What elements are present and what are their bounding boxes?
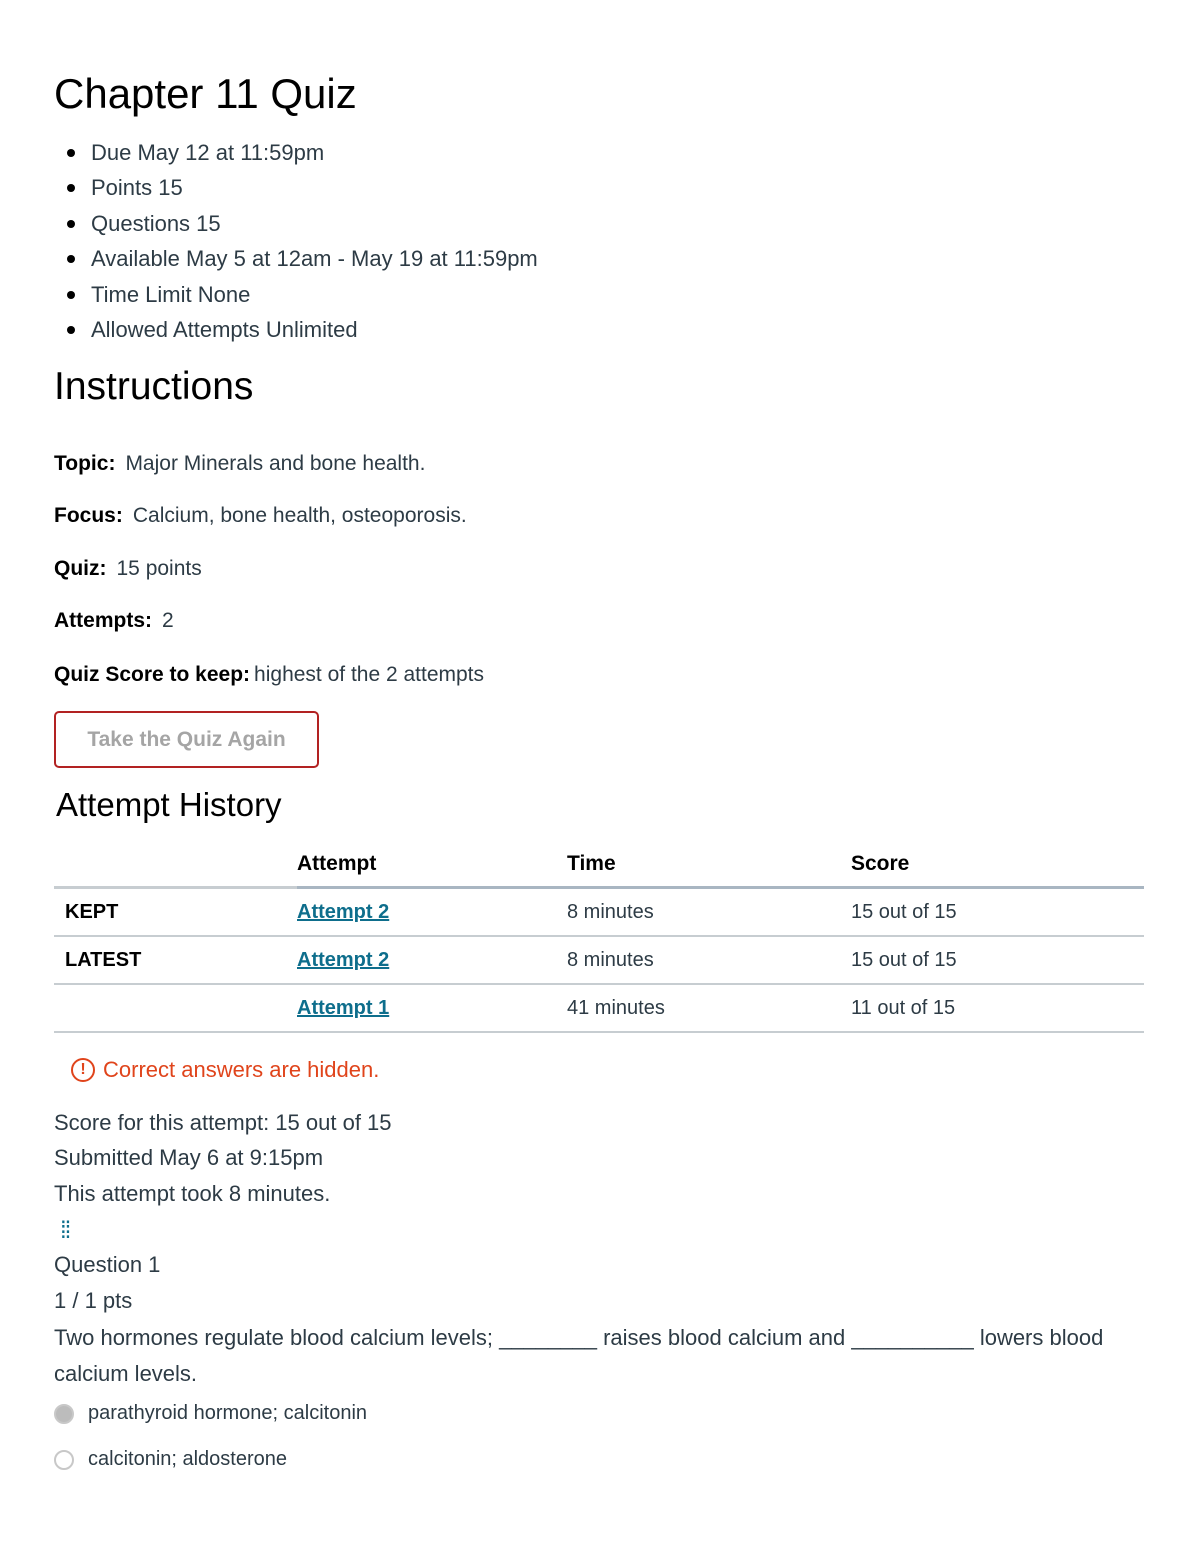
allowed-attempts: Allowed Attempts Unlimited — [54, 312, 538, 347]
table-header-row — [54, 842, 1144, 888]
take-quiz-again-button[interactable]: Take the Quiz Again — [54, 711, 319, 768]
table-row — [54, 888, 1144, 937]
topic-label: Topic: — [54, 452, 116, 475]
attempt-link[interactable]: Attempt 2 — [297, 948, 390, 971]
points: Points 15 — [54, 170, 538, 205]
question-number: Question 1 — [54, 1252, 161, 1277]
header-blank — [54, 842, 297, 888]
instructions-heading: Instructions — [54, 365, 254, 408]
header-score: Score — [851, 842, 1144, 888]
row-label: LATEST — [54, 936, 297, 984]
header-attempt: Attempt — [297, 842, 567, 888]
focus-label: Focus: — [54, 504, 123, 527]
focus-line — [54, 502, 467, 530]
keep-value: highest of the 2 attempts — [254, 663, 485, 686]
drag-handle-icon[interactable]: ⁞⁞ — [60, 1217, 70, 1244]
notice-text: Correct answers are hidden. — [103, 1057, 380, 1082]
score-cell: 15 out of 15 — [851, 888, 1144, 937]
attempt-cell — [297, 936, 567, 984]
attempts-label: Attempts: — [54, 609, 152, 632]
quiz-points-line — [54, 555, 202, 583]
time-cell: 8 minutes — [567, 888, 851, 937]
score-cell: 11 out of 15 — [851, 984, 1144, 1032]
row-label — [54, 984, 297, 1032]
question-text: Two hormones regulate blood calcium levels; ________ raises blood calcium and __________ lowers blood calcium levels. — [54, 1325, 1104, 1386]
due-date: Due May 12 at 11:59pm — [54, 135, 538, 170]
time-cell: 41 minutes — [567, 984, 851, 1032]
quiz-details-list — [54, 135, 538, 347]
answer-text: calcitonin; aldosterone — [88, 1448, 288, 1470]
answer-option[interactable] — [54, 1448, 287, 1471]
attempt-duration: This attempt took 8 minutes. — [54, 1181, 331, 1206]
topic-value: Major Minerals and bone health. — [125, 452, 426, 475]
score-cell: 15 out of 15 — [851, 936, 1144, 984]
row-label: KEPT — [54, 888, 297, 937]
focus-value: Calcium, bone health, osteoporosis. — [132, 504, 467, 527]
attempts-line — [54, 607, 174, 635]
time-cell: 8 minutes — [567, 936, 851, 984]
header-time: Time — [567, 842, 851, 888]
keep-label: Quiz Score to keep: — [54, 663, 251, 686]
page-title: Chapter 11 Quiz — [54, 70, 357, 117]
table-row — [54, 984, 1144, 1032]
answer-text: parathyroid hormone; calcitonin — [88, 1402, 368, 1424]
attempt-cell — [297, 984, 567, 1032]
radio-selected-icon[interactable] — [54, 1404, 74, 1424]
attempt-link[interactable]: Attempt 2 — [297, 900, 390, 923]
attempt-link[interactable]: Attempt 1 — [297, 996, 390, 1019]
attempt-score: Score for this attempt: 15 out of 15 — [54, 1110, 392, 1135]
score-keep-line — [54, 661, 484, 689]
attempt-history-heading: Attempt History — [56, 786, 282, 823]
quiz-label: Quiz: — [54, 557, 107, 580]
topic-line — [54, 450, 425, 478]
warning-icon: ! — [71, 1058, 95, 1082]
availability: Available May 5 at 12am - May 19 at 11:59pm — [54, 241, 538, 276]
quiz-value: 15 points — [116, 557, 202, 580]
radio-icon[interactable] — [54, 1450, 74, 1470]
answers-hidden-notice — [71, 1057, 379, 1083]
attempt-history-table — [54, 842, 1144, 1033]
answer-option[interactable] — [54, 1402, 367, 1425]
attempts-value: 2 — [162, 609, 174, 632]
questions-count: Questions 15 — [54, 206, 538, 241]
attempt-cell — [297, 888, 567, 937]
table-row — [54, 936, 1144, 984]
time-limit: Time Limit None — [54, 277, 538, 312]
submitted-time: Submitted May 6 at 9:15pm — [54, 1145, 324, 1170]
question-points: 1 / 1 pts — [54, 1288, 133, 1313]
